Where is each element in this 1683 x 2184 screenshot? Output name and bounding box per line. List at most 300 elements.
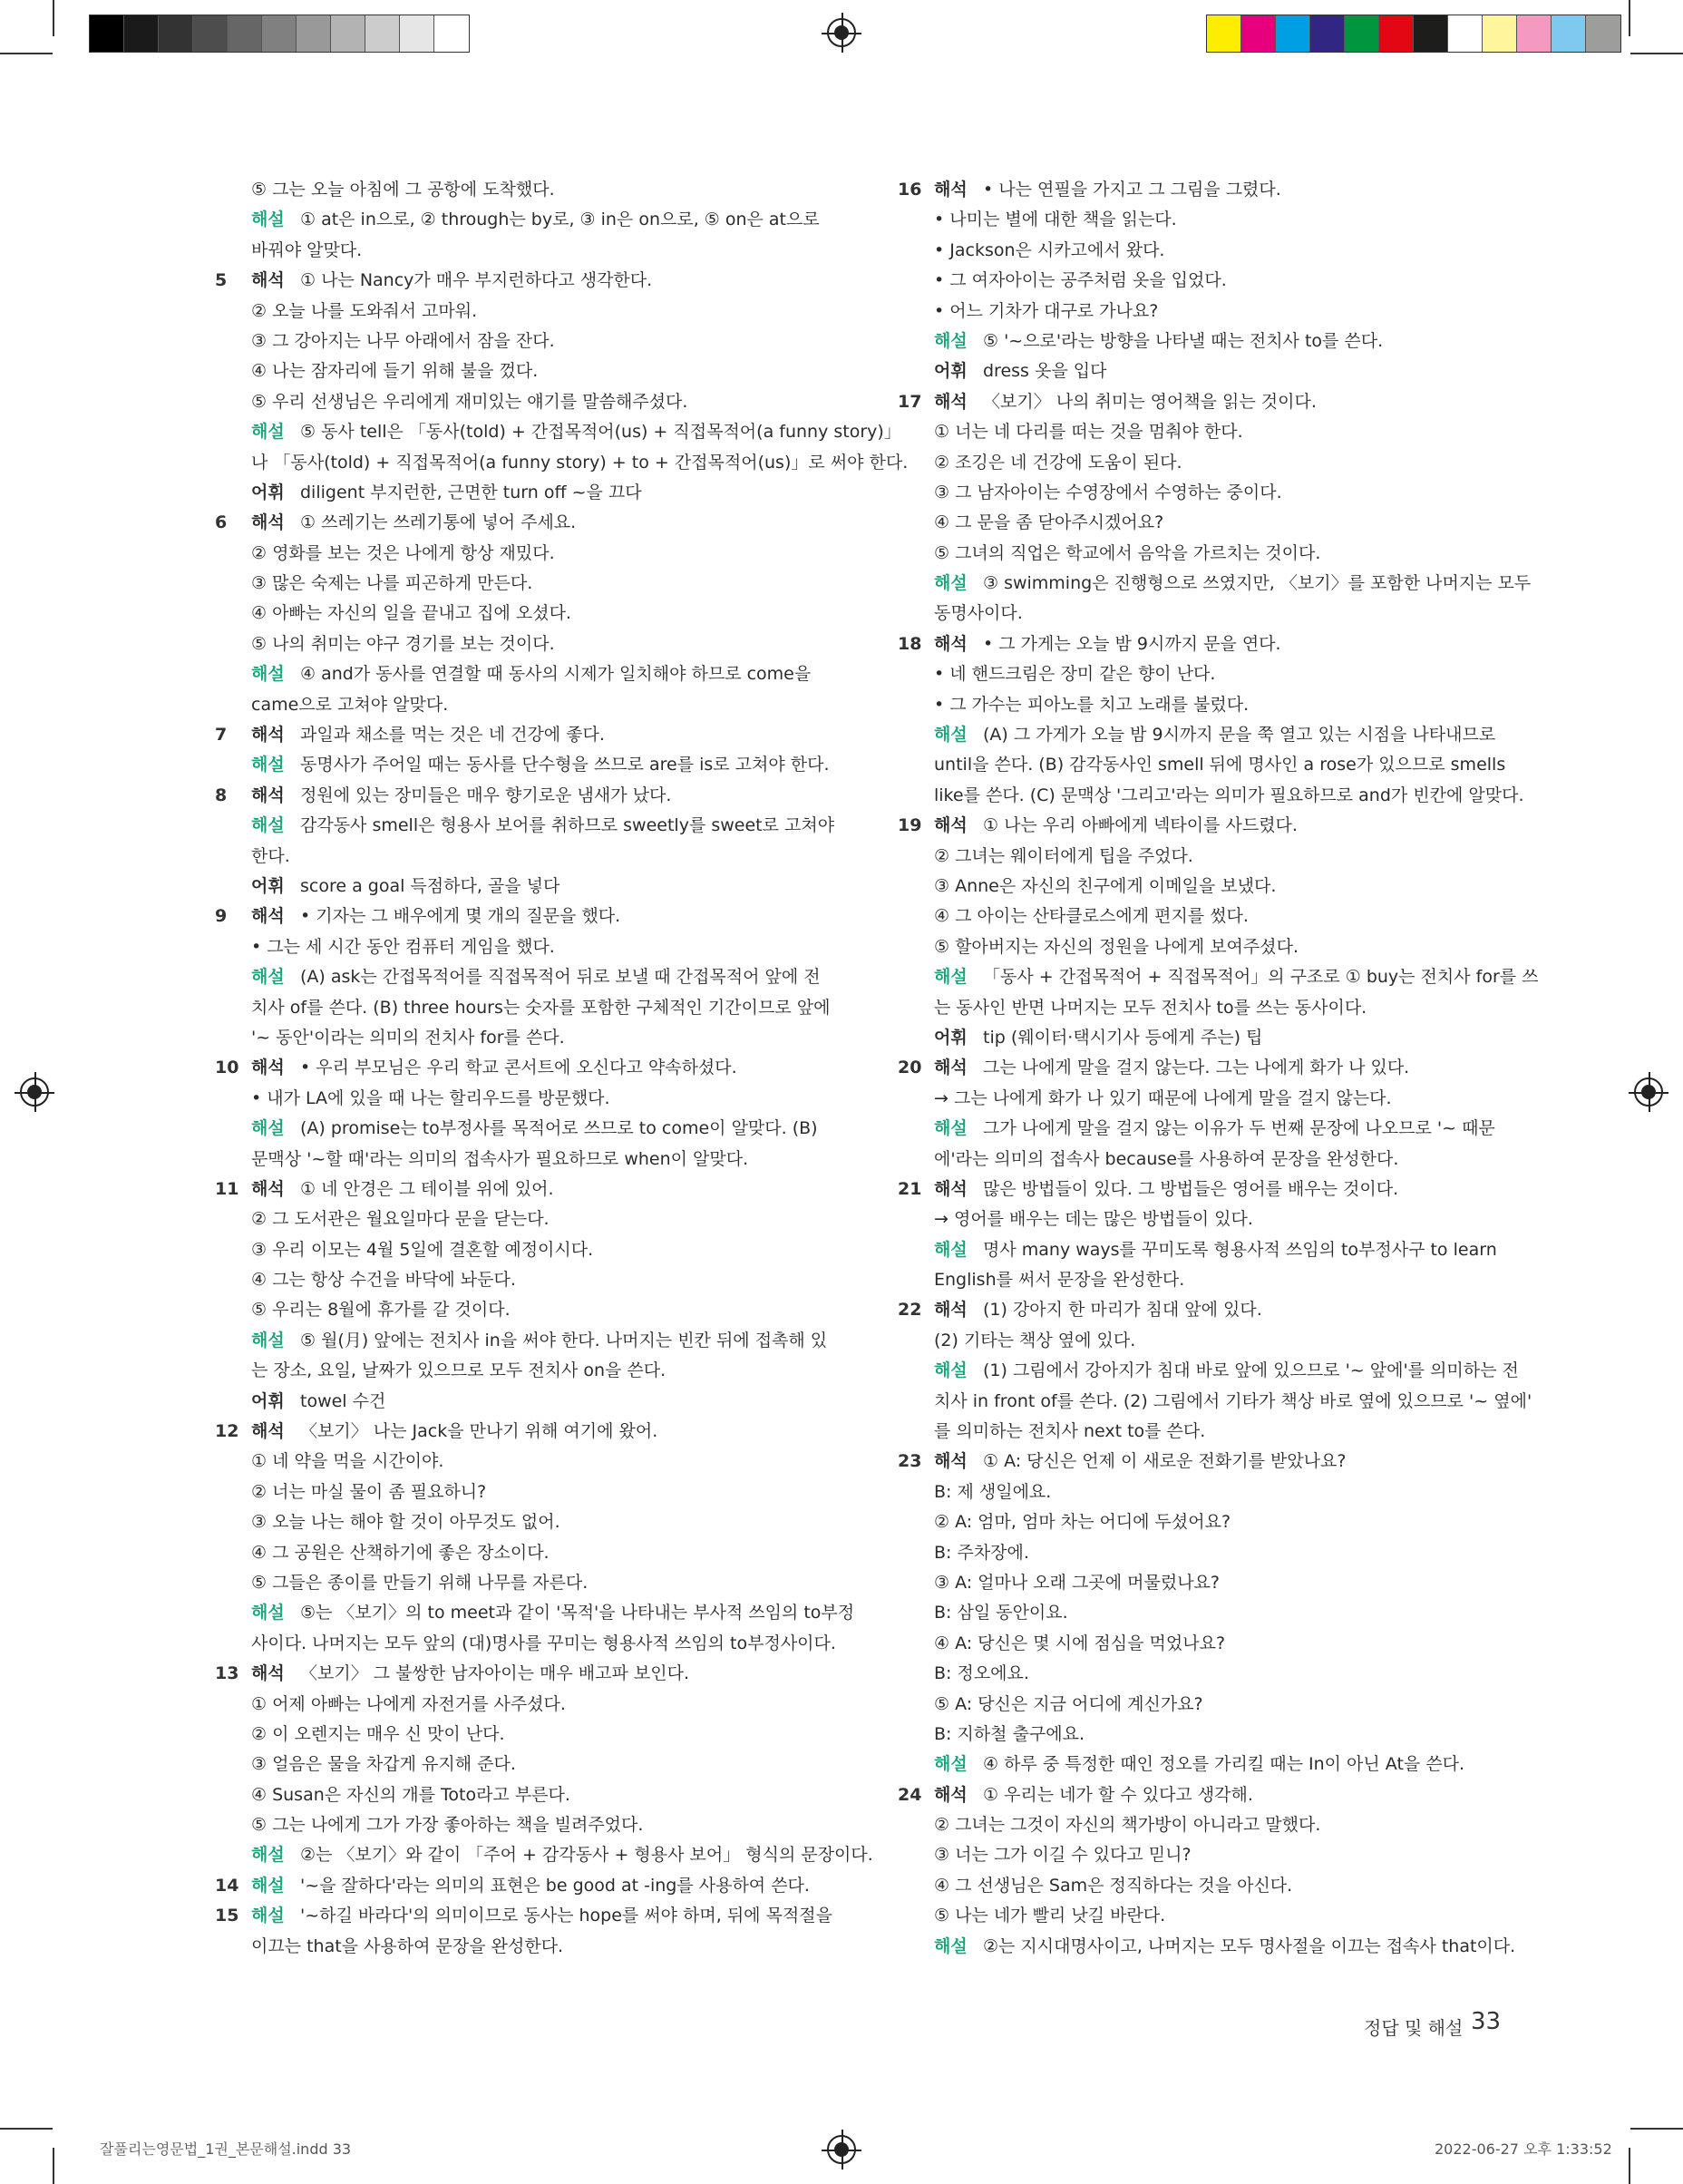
crop-mark: [53, 0, 54, 36]
text-line: [898, 1690, 1529, 1720]
question-number: 21: [898, 1178, 922, 1199]
question-number: 15: [215, 1906, 239, 1926]
color-swatch: [297, 15, 331, 52]
text-line: [898, 266, 1529, 296]
text-line: [898, 1145, 1529, 1175]
line-text: • 내가 LA에 있을 때 나는 할리우드를 방문했다.: [251, 1087, 610, 1108]
line-text: ② 조깅은 네 건강에 도움이 된다.: [934, 452, 1182, 473]
text-line: [898, 781, 1529, 811]
text-line: [898, 417, 1529, 447]
section-label: 해석: [934, 1451, 968, 1472]
text-line: [898, 387, 1529, 417]
color-swatch: [159, 15, 193, 52]
text-line: [215, 1750, 846, 1779]
text-line: [215, 1720, 846, 1750]
text-line: [215, 1568, 846, 1598]
line-text: ④ 나는 잠자리에 들기 위해 불을 껐다.: [251, 361, 539, 382]
text-line: [898, 175, 1529, 205]
line-text: ④ 그는 항상 수건을 바닥에 놔둔다.: [251, 1270, 516, 1291]
section-label: 해석: [934, 1058, 968, 1078]
text-line: [898, 1598, 1529, 1628]
section-label: 해석: [251, 1421, 285, 1442]
line-text: ① A: 당신은 언제 이 새로운 전화기를 받았나요?: [983, 1451, 1347, 1472]
line-text: B: 주차장에.: [934, 1542, 1029, 1563]
slug-filename: 잘풀리는영문법_1권_본문해설.indd 33: [100, 2140, 352, 2158]
text-line: [898, 690, 1529, 720]
text-line: [898, 599, 1529, 629]
color-swatch: [193, 15, 228, 52]
line-text: ④ Susan은 자신의 개를 Toto라고 부른다.: [251, 1784, 570, 1805]
text-line: [215, 175, 846, 205]
text-line: [215, 266, 846, 296]
text-line: [215, 750, 846, 780]
line-text: towel 수건: [300, 1390, 386, 1411]
color-swatch: [331, 15, 365, 52]
text-line: [898, 1295, 1529, 1325]
section-label: 어휘: [251, 875, 285, 896]
question-number: 13: [215, 1663, 239, 1684]
explanation-label: 해설: [251, 664, 285, 685]
line-text: ① 우리는 네가 할 수 있다고 생각해.: [983, 1784, 1253, 1805]
line-text: 〈보기〉 그 불쌍한 남자아이는 매우 배고파 보인다.: [300, 1663, 690, 1684]
question-number: 22: [898, 1300, 922, 1321]
section-label: 해석: [934, 815, 968, 836]
text-line: [898, 962, 1539, 992]
text-line: [215, 599, 846, 629]
question-number: 6: [215, 512, 228, 533]
explanation-label: 해설: [934, 1754, 968, 1775]
explanation-label: 해설: [934, 1935, 968, 1956]
text-line: [898, 1084, 1529, 1114]
explanation-label: 해설: [251, 1906, 285, 1926]
section-label: 해석: [251, 725, 285, 746]
section-label: 해석: [934, 1300, 968, 1321]
text-line: [215, 1810, 846, 1840]
text-line: [215, 1023, 846, 1053]
line-text: ⑤ 나의 취미는 야구 경기를 보는 것이다.: [251, 633, 555, 654]
crop-mark: [0, 53, 53, 54]
section-label: 어휘: [251, 482, 285, 502]
question-number: 19: [898, 815, 922, 836]
explanation-label: 해설: [251, 1330, 285, 1350]
gray-color-bar: [89, 15, 470, 53]
line-text: came으로 고쳐야 알맞다.: [251, 694, 449, 715]
color-swatch: [262, 15, 297, 52]
color-swatch: [1517, 15, 1552, 52]
line-text: ① 나는 우리 아빠에게 넥타이를 사드렸다.: [983, 815, 1298, 836]
line-text: ⑤ 동사 tell은 「동사(told) + 간접목적어(us) + 직접목적어(a funny story)」: [300, 422, 901, 443]
section-label: 해석: [934, 1784, 968, 1805]
text-line: [215, 811, 846, 841]
text-line: [898, 539, 1529, 569]
text-line: [898, 1659, 1529, 1689]
explanation-label: 해설: [251, 422, 285, 443]
question-number: 8: [215, 785, 228, 805]
line-text: 나 「동사(told) + 직접목적어(a funny story) + to + 간접목적어(us)」로 써야 한다.: [251, 452, 909, 473]
text-line: [898, 1235, 1529, 1265]
text-line: [215, 1387, 846, 1417]
text-line: [215, 417, 901, 447]
registration-mark-right-icon: [1634, 1077, 1663, 1107]
text-line: [898, 1447, 1529, 1477]
line-text: ③ 오늘 나는 해야 할 것이 아무것도 없어.: [251, 1512, 560, 1533]
text-line: [898, 356, 1529, 386]
line-text: (A) 그 가게가 오늘 밤 9시까지 문을 쭉 열고 있는 시점을 나타내므로: [983, 725, 1496, 746]
line-text: 사이다. 나머지는 모두 앞의 (대)명사를 꾸미는 형용사적 쓰임의 to부정사이다.: [251, 1633, 836, 1653]
text-line: [215, 1053, 846, 1083]
text-line: [898, 1568, 1529, 1598]
text-line: [215, 448, 909, 478]
line-text: • 그 가수는 피아노를 치고 노래를 불렀다.: [934, 694, 1250, 715]
text-line: [898, 1204, 1529, 1234]
text-line: [215, 1840, 873, 1870]
slug-date: 2022-06-27 오후 1:33:52: [1435, 2140, 1612, 2158]
text-line: [215, 569, 846, 599]
color-swatch: [434, 15, 469, 52]
line-text: • 나미는 별에 대한 책을 읽는다.: [934, 210, 1177, 230]
line-text: ③ 너는 그가 이길 수 있다고 믿니?: [934, 1845, 1192, 1866]
text-line: [215, 1901, 846, 1931]
color-swatch: [1345, 15, 1379, 52]
text-line: [898, 1750, 1529, 1779]
color-swatch: [1276, 15, 1310, 52]
line-text: ③ 많은 숙제는 나를 피곤하게 만든다.: [251, 573, 533, 594]
text-line: [898, 1114, 1529, 1144]
line-text: ③ swimming은 진행형으로 쓰였지만, 〈보기〉를 포함한 나머지는 모두: [983, 573, 1532, 594]
question-number: 18: [898, 633, 922, 654]
section-label: 해석: [251, 1058, 285, 1078]
line-text: dress 옷을 입다: [983, 361, 1107, 382]
text-line: [898, 842, 1529, 872]
line-text: 에'라는 의미의 접속사 because를 사용하여 문장을 완성한다.: [934, 1148, 1399, 1169]
line-text: ④ 그 공원은 산책하기에 좋은 장소이다.: [251, 1542, 550, 1563]
text-line: [898, 205, 1529, 235]
question-number: 9: [215, 906, 228, 927]
crop-mark: [0, 2128, 53, 2130]
text-line: [215, 1114, 846, 1144]
line-text: • 그는 세 시간 동안 컴퓨터 게임을 했다.: [251, 936, 555, 957]
text-line: [215, 508, 846, 538]
section-label: 해석: [934, 391, 968, 412]
line-text: ④ 하루 중 특정한 때인 정오를 가리킬 때는 In이 아닌 At을 쓴다.: [983, 1754, 1465, 1775]
text-line: [215, 1447, 846, 1477]
section-label: 해석: [251, 270, 285, 291]
text-line: [898, 1356, 1529, 1386]
answer-column-left: [179, 175, 909, 1962]
text-line: [215, 1932, 846, 1962]
text-line: [898, 720, 1529, 750]
section-label: 해석: [251, 1178, 285, 1199]
explanation-label: 해설: [934, 330, 968, 351]
text-line: [215, 1235, 846, 1265]
text-line: [898, 811, 1529, 841]
page-number: 33: [1471, 2008, 1502, 2035]
color-swatch: [1448, 15, 1483, 52]
text-line: [215, 842, 846, 872]
text-line: [215, 539, 846, 569]
line-text: ④ 그 선생님은 Sam은 정직하다는 것을 아신다.: [934, 1875, 1293, 1896]
text-line: [215, 1780, 846, 1810]
section-label: 해석: [934, 180, 968, 200]
line-text: ⑤ A: 당신은 지금 어디에 계신가요?: [934, 1693, 1203, 1714]
line-text: ②는 지시대명사이고, 나머지는 모두 명사절을 이끄는 접속사 that이다.: [983, 1935, 1516, 1956]
line-text: ⑤는 〈보기〉의 to meet과 같이 '목적'을 나타내는 부사적 쓰임의 to부정: [300, 1603, 855, 1623]
line-text: ②는 〈보기〉와 같이 「주어 + 감각동사 + 형용사 보어」 형식의 문장이다.: [300, 1845, 873, 1866]
section-label: 어휘: [251, 1390, 285, 1411]
text-line: [215, 1417, 846, 1447]
line-text: 문맥상 '~할 때'라는 의미의 접속사가 필요하므로 when이 알맞다.: [251, 1148, 749, 1169]
section-label: 해석: [251, 512, 285, 533]
line-text: → 영어를 배우는 데는 많은 방법들이 있다.: [934, 1209, 1253, 1230]
registration-mark-bottom-icon: [827, 2135, 856, 2164]
line-text: • Jackson은 시카고에서 왔다.: [934, 239, 1165, 260]
line-text: ① at은 in으로, ② through는 by로, ③ in은 on으로, ⑤ on은 at으로: [300, 210, 820, 230]
line-text: ③ 그 남자아이는 수영장에서 수영하는 중이다.: [934, 482, 1282, 502]
line-text: 정원에 있는 장미들은 매우 향기로운 냄새가 났다.: [300, 785, 672, 805]
explanation-label: 해설: [251, 815, 285, 836]
question-number: 16: [898, 180, 922, 200]
explanation-label: 해설: [934, 725, 968, 746]
cmyk-color-bar: [1206, 15, 1621, 53]
line-text: 동명사가 주어일 때는 동사를 단수형을 쓰므로 are를 is로 고쳐야 한다.: [300, 755, 830, 775]
line-text: (2) 기타는 책상 옆에 있다.: [934, 1330, 1136, 1350]
text-line: [215, 297, 846, 327]
text-line: [898, 993, 1529, 1023]
line-text: ⑤ 할아버지는 자신의 정원을 나에게 보여주셨다.: [934, 936, 1299, 957]
text-line: [215, 690, 846, 720]
text-line: [215, 872, 846, 902]
line-text: ⑤ 그는 오늘 아침에 그 공항에 도착했다.: [251, 180, 555, 200]
line-text: → 그는 나에게 화가 나 있기 때문에 나에게 말을 걸지 않는다.: [934, 1087, 1392, 1108]
line-text: ① 나는 Nancy가 매우 부지런하다고 생각한다.: [300, 270, 653, 291]
text-line: [898, 236, 1529, 266]
line-text: 치사 of를 쓴다. (B) three hours는 숫자를 포함한 구체적인 기간이므로 앞에: [251, 997, 831, 1018]
line-text: ④ 그 문을 좀 닫아주시겠어요?: [934, 512, 1164, 533]
line-text: 한다.: [251, 845, 290, 866]
text-line: [215, 1326, 846, 1356]
question-number: 5: [215, 270, 228, 291]
text-line: [898, 1477, 1529, 1507]
crop-mark: [53, 2148, 54, 2184]
explanation-label: 해설: [251, 1845, 285, 1866]
color-swatch: [228, 15, 262, 52]
text-line: [215, 720, 846, 750]
line-text: 〈보기〉 나의 취미는 영어책을 읽는 것이다.: [983, 391, 1317, 412]
line-text: B: 정오에요.: [934, 1663, 1029, 1684]
section-label: 해석: [251, 785, 285, 805]
line-text: 〈보기〉 나는 Jack을 만나기 위해 여기에 왔어.: [300, 1421, 658, 1442]
text-line: [215, 1690, 846, 1720]
line-text: ③ 우리 이모는 4월 5일에 결혼할 예정이시다.: [251, 1239, 594, 1260]
explanation-label: 해설: [251, 755, 285, 775]
section-label: 해석: [934, 1178, 968, 1199]
registration-mark-left-icon: [20, 1077, 49, 1107]
line-text: ⑤ 그는 나에게 그가 가장 좋아하는 책을 빌려주었다.: [251, 1815, 644, 1836]
text-line: [898, 1780, 1529, 1810]
section-label: 어휘: [934, 1027, 968, 1048]
line-text: ④ A: 당신은 몇 시에 점심을 먹었나요?: [934, 1633, 1226, 1653]
color-swatch: [1483, 15, 1517, 52]
text-line: [215, 356, 846, 386]
line-text: 과일과 채소를 먹는 것은 네 건강에 좋다.: [300, 725, 605, 746]
line-text: ③ A: 얼마나 오래 그곳에 머물렀나요?: [934, 1572, 1220, 1593]
text-line: [898, 569, 1532, 599]
text-line: [215, 932, 846, 962]
text-line: [215, 1204, 846, 1234]
text-line: [898, 902, 1529, 931]
line-text: ① 너는 네 다리를 떠는 것을 멈춰야 한다.: [934, 422, 1243, 443]
line-text: 치사 in front of를 쓴다. (2) 그림에서 기타가 책상 바로 옆에 있으므로 '~ 옆에': [934, 1390, 1532, 1411]
line-text: ⑤ 월(月) 앞에는 전치사 in을 써야 한다. 나머지는 빈칸 뒤에 접촉해 있: [300, 1330, 828, 1350]
crop-mark: [1630, 2128, 1683, 2130]
text-line: [898, 1417, 1529, 1447]
line-text: 를 의미하는 전치사 next to를 쓴다.: [934, 1421, 1206, 1442]
color-swatch: [400, 15, 434, 52]
color-swatch: [1310, 15, 1345, 52]
line-text: ④ 아빠는 자신의 일을 끝내고 집에 오셨다.: [251, 603, 571, 624]
line-text: B: 삼일 동안이요.: [934, 1603, 1068, 1623]
line-text: until을 쓴다. (B) 감각동사인 smell 뒤에 명사인 a rose가 있으므로 smells: [934, 755, 1506, 775]
text-line: [898, 1265, 1529, 1295]
question-number: 17: [898, 391, 922, 412]
line-text: 는 동사인 반면 나머지는 모두 전치사 to를 쓰는 동사이다.: [934, 997, 1367, 1018]
text-line: [898, 478, 1529, 508]
line-text: like를 쓴다. (C) 문맥상 '그리고'라는 의미가 필요하므로 and가 빈칸에 알맞다.: [934, 785, 1524, 805]
text-line: [898, 1629, 1529, 1659]
text-line: [215, 659, 846, 689]
explanation-label: 해설: [251, 967, 285, 988]
text-line: [898, 750, 1529, 780]
line-text: ⑤ 그녀의 직업은 학교에서 음악을 가르치는 것이다.: [934, 542, 1321, 563]
line-text: ⑤ 그들은 종이를 만들기 위해 나무를 자른다.: [251, 1572, 589, 1593]
line-text: ⑤ 우리 선생님은 우리에게 재미있는 얘기를 말씀해주셨다.: [251, 391, 688, 412]
explanation-label: 해설: [251, 1875, 285, 1896]
line-text: '~을 잘하다'라는 의미의 표현은 be good at -ing를 사용하여 쓴다.: [300, 1875, 810, 1896]
text-line: [215, 1145, 846, 1175]
line-text: English를 써서 문장을 완성한다.: [934, 1270, 1185, 1291]
line-text: ① 쓰레기는 쓰레기통에 넣어 주세요.: [300, 512, 577, 533]
explanation-label: 해설: [251, 1603, 285, 1623]
line-text: ② 이 오렌지는 매우 신 맛이 난다.: [251, 1723, 505, 1744]
line-text: ② 그녀는 그것이 자신의 책가방이 아니라고 말했다.: [934, 1815, 1321, 1836]
text-line: [215, 1084, 846, 1114]
color-swatch: [124, 15, 159, 52]
text-line: [215, 1356, 846, 1386]
line-text: ⑤ 나는 네가 빨리 낫길 바란다.: [934, 1906, 1166, 1926]
question-number: 24: [898, 1784, 922, 1805]
text-line: [898, 1023, 1529, 1053]
text-line: [898, 872, 1529, 902]
line-text: diligent 부지런한, 근면한 turn off ~을 끄다: [300, 482, 642, 502]
line-text: • 네 핸드크림은 장미 같은 향이 난다.: [934, 664, 1216, 685]
text-line: [215, 1265, 846, 1295]
question-number: 23: [898, 1451, 922, 1472]
line-text: ② A: 엄마, 엄마 차는 어디에 두셨어요?: [934, 1512, 1231, 1533]
line-text: ⑤ 우리는 8월에 휴가를 갈 것이다.: [251, 1300, 511, 1321]
line-text: 이끄는 that을 사용하여 문장을 완성한다.: [251, 1935, 564, 1956]
text-line: [215, 387, 846, 417]
text-line: [215, 205, 846, 235]
line-text: 바꿔야 알맞다.: [251, 239, 363, 260]
text-line: [898, 297, 1529, 327]
line-text: 「동사 + 간접목적어 + 직접목적어」의 구조로 ① buy는 전치사 for를 쓰: [983, 967, 1539, 988]
question-number: 14: [215, 1875, 239, 1896]
text-line: [898, 1538, 1529, 1568]
section-label: 해석: [934, 633, 968, 654]
question-number: 11: [215, 1178, 239, 1199]
text-line: [898, 1507, 1529, 1537]
line-text: 그는 나에게 말을 걸지 않는다. 그는 나에게 화가 나 있다.: [983, 1058, 1410, 1078]
text-line: [215, 1598, 855, 1628]
line-text: (A) promise는 to부정사를 목적어로 쓰므로 to come이 알맞다. (B): [300, 1118, 818, 1139]
text-line: [898, 1810, 1529, 1840]
registration-mark-top-icon: [827, 18, 856, 47]
line-text: '~하길 바라다'의 의미이므로 동사는 hope를 써야 하며, 뒤에 목적절을: [300, 1906, 832, 1926]
color-swatch: [1241, 15, 1276, 52]
text-line: [898, 1326, 1529, 1356]
explanation-label: 해설: [934, 967, 968, 988]
color-swatch: [90, 15, 124, 52]
text-line: [898, 1053, 1529, 1083]
text-line: [215, 1871, 846, 1901]
text-line: [898, 1387, 1532, 1417]
line-text: • 어느 기차가 대구로 가나요?: [934, 300, 1159, 321]
line-text: • 그 가게는 오늘 밤 9시까지 문을 연다.: [983, 633, 1281, 654]
text-line: [215, 1477, 846, 1507]
color-swatch: [1586, 15, 1620, 52]
line-text: • 그 여자아이는 공주처럼 옷을 입었다.: [934, 270, 1227, 291]
color-swatch: [365, 15, 400, 52]
text-line: [215, 478, 846, 508]
question-number: 20: [898, 1058, 922, 1078]
line-text: ③ Anne은 자신의 친구에게 이메일을 보냈다.: [934, 875, 1277, 896]
text-line: [898, 508, 1529, 538]
line-text: ③ 얼음은 물을 차갑게 유지해 준다.: [251, 1754, 516, 1775]
explanation-label: 해설: [251, 210, 285, 230]
text-line: [215, 327, 846, 356]
line-text: ② 너는 마실 물이 좀 필요하니?: [251, 1481, 487, 1502]
line-text: 명사 many ways를 꾸미도록 형용사적 쓰임의 to부정사구 to learn: [983, 1239, 1497, 1260]
section-label: 해석: [251, 1663, 285, 1684]
text-line: [898, 1720, 1529, 1750]
line-text: (A) ask는 간접목적어를 직접목적어 뒤로 보낼 때 간접목적어 앞에 전: [300, 967, 821, 988]
text-line: [215, 962, 846, 992]
text-line: [215, 236, 846, 266]
section-label: 어휘: [934, 361, 968, 382]
line-text: • 나는 연필을 가지고 그 그림을 그렸다.: [983, 180, 1281, 200]
color-swatch: [1414, 15, 1448, 52]
text-line: [898, 1871, 1529, 1901]
crop-mark: [1629, 2148, 1630, 2184]
explanation-label: 해설: [934, 1239, 968, 1260]
line-text: ① 네 약을 먹을 시간이야.: [251, 1451, 444, 1472]
line-text: (1) 강아지 한 마리가 침대 앞에 있다.: [983, 1300, 1262, 1321]
text-line: [898, 327, 1529, 356]
text-line: [898, 1175, 1529, 1204]
text-line: [215, 993, 846, 1023]
explanation-label: 해설: [934, 1360, 968, 1381]
line-text: '~ 동안'이라는 의미의 전치사 for를 쓴다.: [251, 1027, 565, 1048]
answer-column-right: [861, 175, 1539, 1962]
text-line: [898, 448, 1529, 478]
text-line: [215, 1538, 846, 1568]
line-text: ① 네 안경은 그 테이블 위에 있어.: [300, 1178, 554, 1199]
text-line: [898, 932, 1529, 962]
text-line: [898, 1901, 1529, 1931]
line-text: ② 영화를 보는 것은 나에게 항상 재밌다.: [251, 542, 555, 563]
explanation-label: 해설: [251, 1118, 285, 1139]
text-line: [215, 629, 846, 659]
